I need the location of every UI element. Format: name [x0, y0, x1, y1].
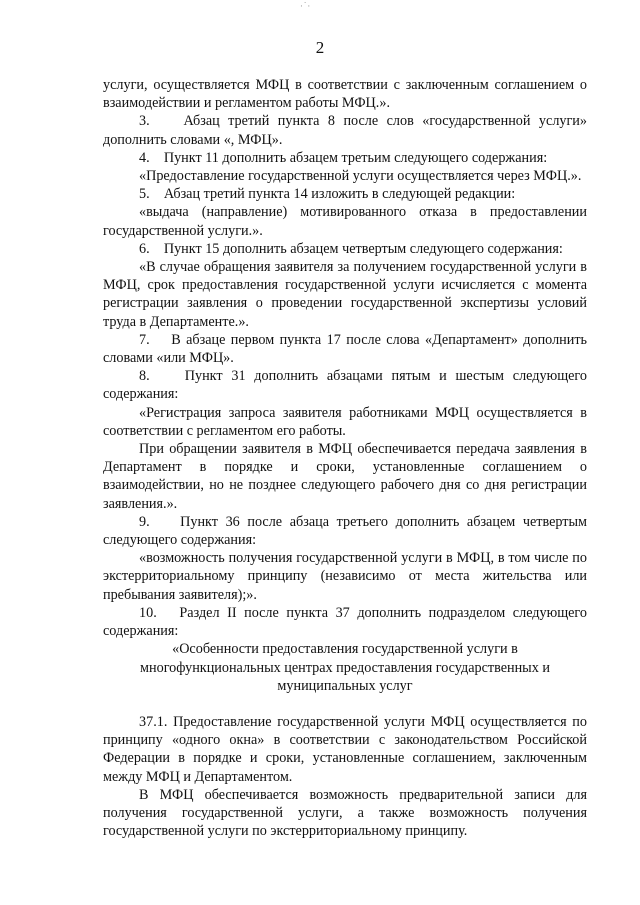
- subsection-heading: «Особенности предоставления государственной услуги в многофункциональных центрах предоставления государственных и муниципальных услуг: [140, 641, 550, 694]
- paragraph: услуги, осуществляется МФЦ в соответствии с заключенным соглашением о взаимодействии и регламентом работы МФЦ.».: [103, 77, 587, 112]
- paragraph: 4. Пункт 11 дополнить абзацем третьим следующего содержания:: [139, 149, 548, 166]
- paragraph: 6. Пункт 15 дополнить абзацем четвертым следующего содержания:: [139, 240, 563, 257]
- paragraph: «возможность получения государственной услуги в МФЦ, в том числе по экстерриториальному принципу (независимо от места жительства или пребывания заявителя);».: [103, 550, 587, 603]
- scan-artifact-mark: ·˙·: [300, 2, 311, 12]
- paragraph: 3. Абзац третий пункта 8 после слов «государственной услуги» дополнить словами «, МФЦ».: [103, 113, 587, 148]
- paragraph: 5. Абзац третий пункта 14 изложить в следующей редакции:: [139, 186, 516, 203]
- paragraph: 7. В абзаце первом пункта 17 после слова «Департамент» дополнить словами «или МФЦ».: [103, 331, 587, 367]
- paragraph: «Предоставление государственной услуги осуществляется через МФЦ.».: [139, 168, 582, 185]
- paragraph: «выдача (направление) мотивированного отказа в предоставлении государственной услуги.».: [103, 204, 587, 239]
- paragraph: 10. Раздел II после пункта 37 дополнить подразделом следующего содержания:: [103, 604, 587, 640]
- document-body: [103, 76, 587, 840]
- paragraph: 8. Пункт 31 дополнить абзацами пятым и шестым следующего содержания:: [103, 368, 587, 403]
- paragraph: В МФЦ обеспечивается возможность предварительной записи для получения государственной услуги, а также возможность получения государственной услуги по экстерриториальному принципу.: [103, 786, 587, 840]
- paragraph: «Регистрация запроса заявителя работниками МФЦ осуществляется в соответствии с регламентом его работы.: [103, 404, 587, 439]
- paragraph: 37.1. Предоставление государственной услуги МФЦ осуществляется по принципу «одного окна» в соответствии с законодательством Российской Федерации в порядке и сроки, установленные соглашением, заключенным между МФЦ и Департаментом.: [103, 713, 587, 785]
- paragraph-spacer: [103, 695, 587, 713]
- paragraph: 9. Пункт 36 после абзаца третьего дополнить абзацем четвертым следующего содержания:: [103, 513, 587, 549]
- paragraph: «В случае обращения заявителя за получением государственной услуги в МФЦ, срок предоставления государственной услуги исчисляется с момента регистрации заявления о проведении государственной экспертизы условий труда в Департаменте.».: [103, 259, 587, 330]
- paragraph: При обращении заявителя в МФЦ обеспечивается передача заявления в Департамент в порядке и сроки, установленные соглашением о взаимодействии, но не позднее следующего рабочего дня со дня регистрации заявления.».: [103, 441, 587, 512]
- page-number: 2: [315, 38, 325, 57]
